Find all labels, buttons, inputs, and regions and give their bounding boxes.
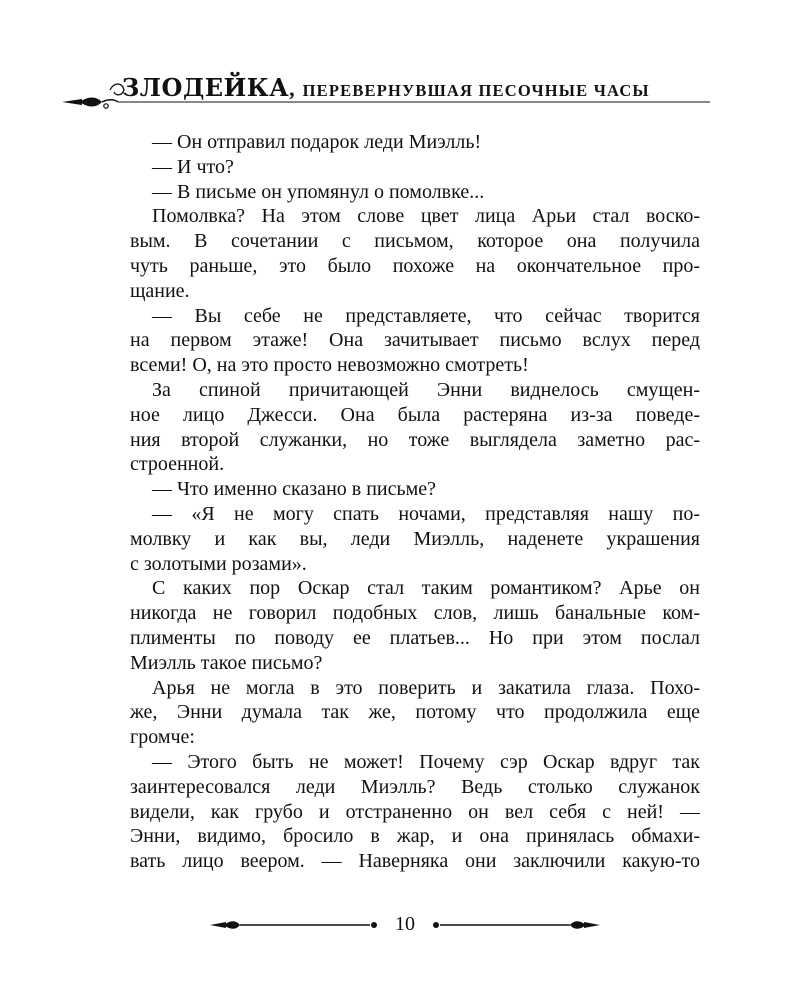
text-line: чуть раньше, это было похоже на окончательное про- [130, 254, 700, 277]
page-number: 10 [395, 913, 415, 935]
text-line: — В письме он упомянул о помолвке... [152, 180, 485, 203]
text-line: — Что именно сказано в письме? [152, 478, 437, 501]
text-line: ное лицо Джесси. Она была растеряна из-за поведе- [130, 403, 700, 426]
text-line: щание. [130, 279, 190, 302]
text-line: Энни, видимо, бросило в жар, и она принялась обмахи- [130, 825, 700, 848]
text-line: Помолвка? На этом слове цвет лица Арьи стал воско- [152, 205, 700, 228]
text-line: — Он отправил подарок леди Миэлль! [152, 131, 482, 153]
page-footer [210, 905, 600, 945]
book-title: ЗЛОДЕЙКА [122, 73, 290, 102]
title-comma: , [289, 76, 295, 101]
text-line: никогда не говорил подобных слов, лишь банальные ком- [130, 602, 700, 625]
text-line: Миэлль такое письмо? [130, 651, 323, 674]
text-line: видели, как грубо и отстраненно он вел себя с ней! — [130, 800, 700, 823]
text-line: всеми! О, на это просто невозможно смотреть! [130, 354, 529, 377]
text-line: с золотыми розами». [130, 552, 307, 575]
text-line: — Этого быть не может! Почему сэр Оскар вдруг так [152, 750, 700, 773]
text-line: — Вы себе не представляете, что сейчас творится [152, 304, 700, 327]
text-line: — «Я не могу спать ночами, представляя нашу по- [152, 502, 700, 525]
text-line: плименты по поводу ее платьев... Но при этом послал [130, 626, 700, 649]
text-line: ния второй служанки, но тоже выглядела заметно рас- [130, 428, 700, 451]
book-subtitle: ПЕРЕВЕРНУВШАЯ ПЕСОЧНЫЕ ЧАСЫ [302, 81, 650, 100]
text-line: громче: [130, 726, 195, 749]
text-line: на первом этаже! Она зачитывает письмо вслух перед [130, 329, 700, 352]
text-line: же, Энни думала так же, потому что продолжила еще [130, 701, 700, 724]
text-line: заинтересовался леди Миэлль? Ведь столько служанок [130, 775, 700, 798]
text-line: молвку и как вы, леди Миэлль, наденете украшения [130, 527, 700, 550]
text-line: строенной. [130, 453, 225, 476]
text-line: За спиной причитающей Энни виднелось смущен- [152, 378, 700, 401]
page-body-text [130, 130, 700, 874]
header-title [122, 73, 650, 102]
running-header [62, 66, 710, 116]
text-line: вым. В сочетании с письмом, которое она получила [130, 230, 700, 253]
text-line: Арья не могла в это поверить и закатила глаза. Похо- [152, 676, 700, 699]
text-line: — И что? [152, 155, 234, 178]
text-line: вать лицо веером. — Наверняка они заключили какую-то [130, 850, 700, 873]
text-line: С каких пор Оскар стал таким романтиком? Арье он [152, 577, 700, 600]
